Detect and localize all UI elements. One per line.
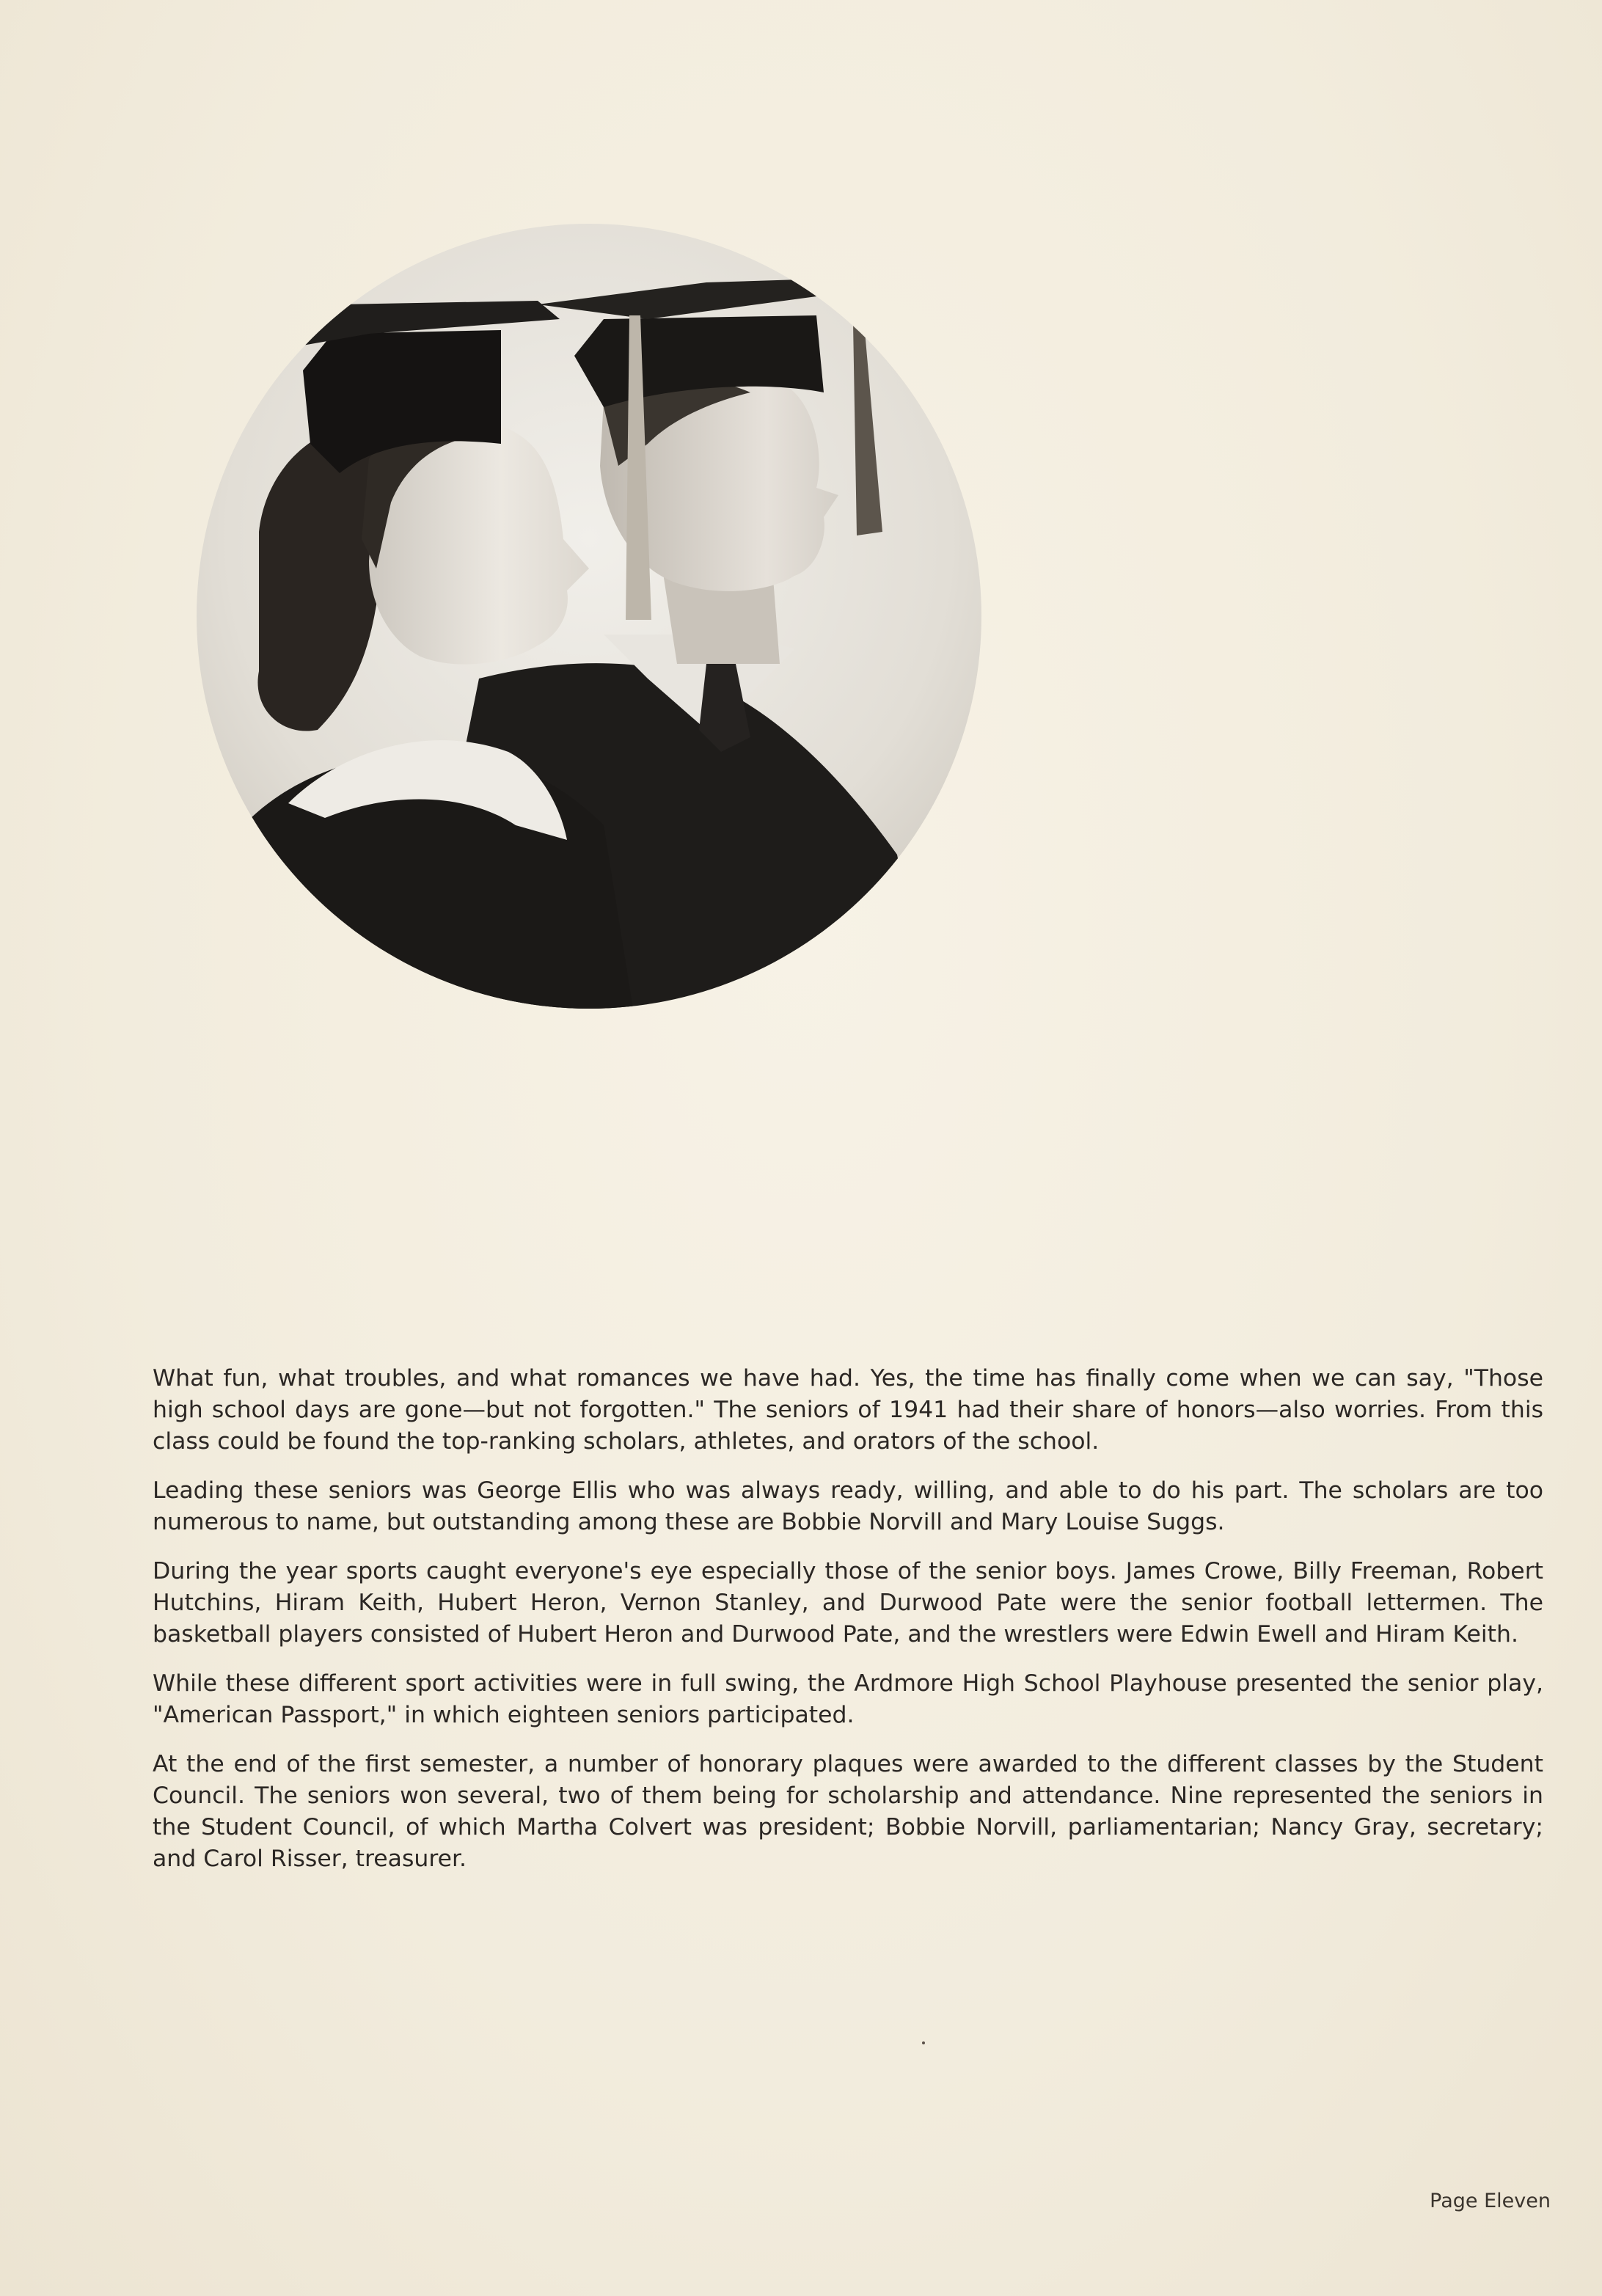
page-number: Page Eleven	[1430, 2190, 1551, 2212]
article-body	[153, 1363, 1543, 1893]
graduates-portrait-photo	[193, 224, 985, 1009]
paragraph-intro: What fun, what troubles, and what romances we have had. Yes, the time has finally come when we can say, "Those high school days are gone—but not forgotten." The seniors of 1941 had their share of honors—also worries. From this class could be found the top-ranking scholars, athletes, and orators of the school.	[153, 1365, 1543, 1455]
paragraph-senior-play: While these different sport activities were in full swing, the Ardmore High School Playhouse presented the senior play, "American Passport," in which eighteen seniors participated.	[153, 1670, 1543, 1728]
paper-speck	[922, 2041, 925, 2044]
paragraph-student-council: At the end of the first semester, a number of honorary plaques were awarded to the different classes by the Student Council. The seniors won several, two of them being for scholarship and attendance. Nine represented the seniors in the Student Council, of which Martha Colvert was president; Bobbie Norvill, parliamentarian; Nancy Gray, secretary; and Carol Risser, treasurer.	[153, 1751, 1543, 1872]
paragraph-leaders: Leading these seniors was George Ellis who was always ready, willing, and able to do his part. The scholars are too numerous to name, but outstanding among these are Bobbie Norvill and Mary Louise Suggs.	[153, 1477, 1543, 1535]
graduates-portrait-icon	[193, 224, 985, 1009]
paragraph-sports: During the year sports caught everyone's eye especially those of the senior boys. James Crowe, Billy Freeman, Robert Hutchins, Hiram Keith, Hubert Heron, Vernon Stanley, and Durwood Pate were the senior football lettermen. The basketball players consisted of Hubert Heron and Durwood Pate, and the wrestlers were Edwin Ewell and Hiram Keith.	[153, 1558, 1543, 1648]
